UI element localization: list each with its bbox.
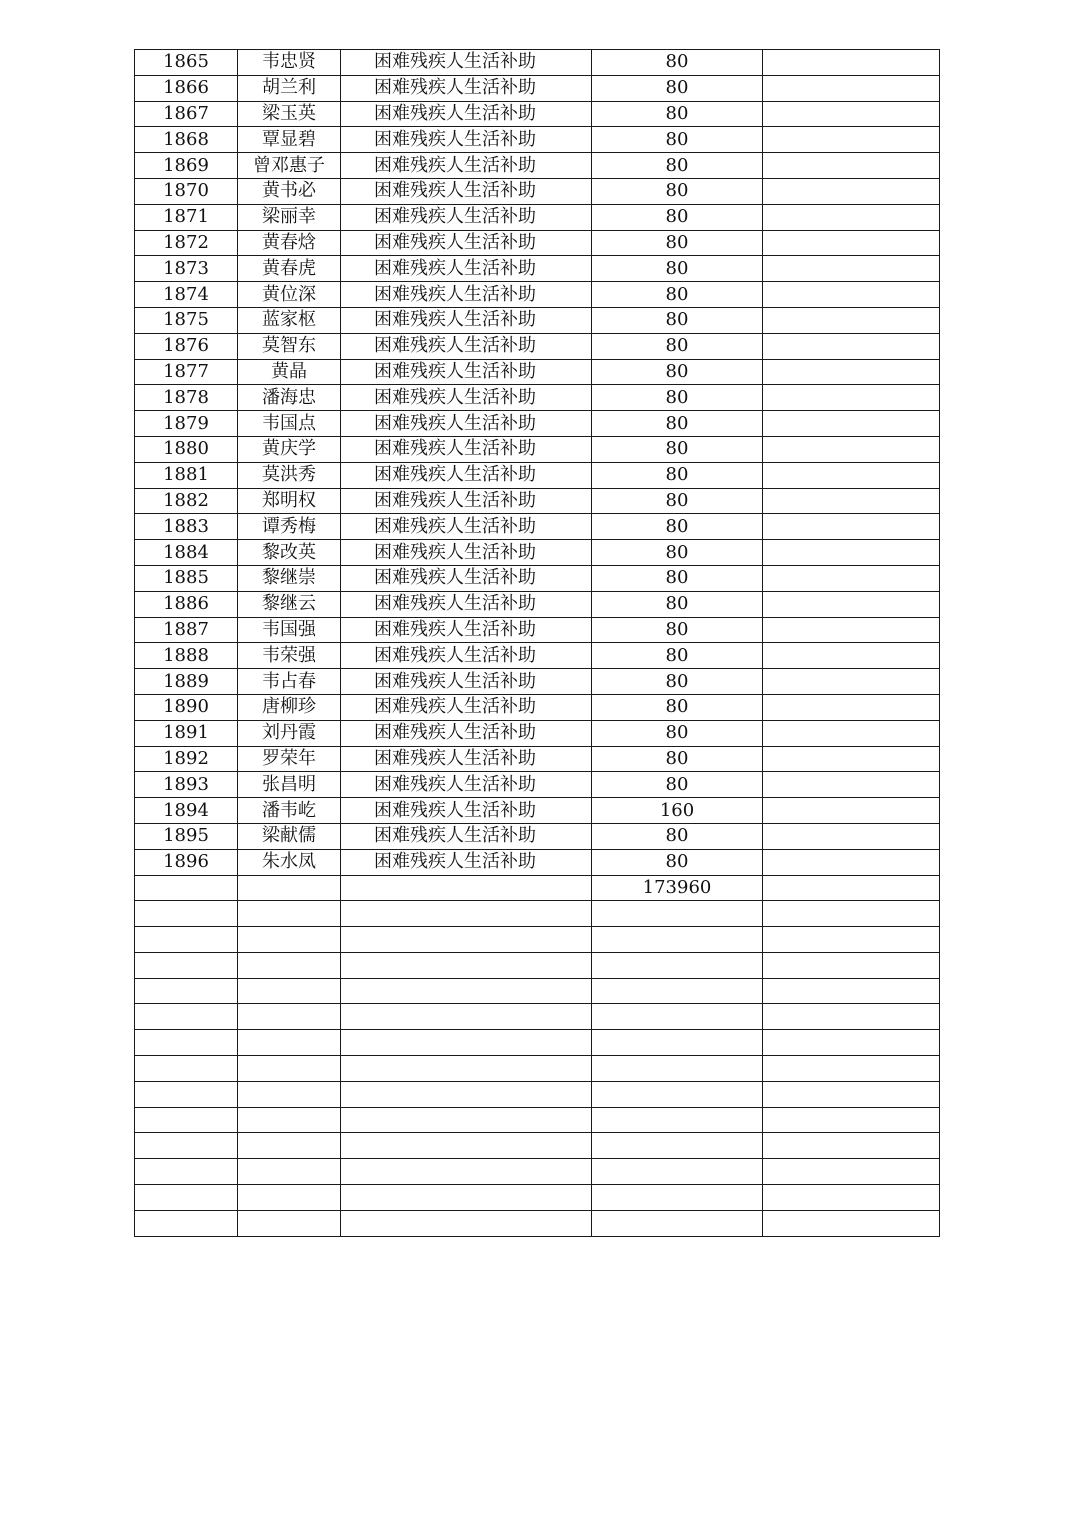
serial-number-cell <box>135 1210 238 1236</box>
remark-cell <box>763 178 940 204</box>
subsidy-item-cell: 困难残疾人生活补助 <box>341 50 592 76</box>
name-cell: 胡兰利 <box>238 75 341 101</box>
table-row <box>135 720 940 746</box>
table-row <box>135 462 940 488</box>
subsidy-item-cell: 困难残疾人生活补助 <box>341 746 592 772</box>
serial-number-cell: 1880 <box>135 436 238 462</box>
table-row <box>135 849 940 875</box>
remark-cell <box>763 333 940 359</box>
table-row <box>135 488 940 514</box>
remark-cell <box>763 617 940 643</box>
amount-cell: 80 <box>592 694 763 720</box>
subsidy-item-cell: 困难残疾人生活补助 <box>341 669 592 695</box>
name-cell: 张昌明 <box>238 772 341 798</box>
serial-number-cell: 1873 <box>135 256 238 282</box>
name-cell <box>238 1004 341 1030</box>
table-row <box>135 617 940 643</box>
remark-cell <box>763 849 940 875</box>
serial-number-cell <box>135 1081 238 1107</box>
serial-number-cell <box>135 875 238 901</box>
name-cell: 黄晶 <box>238 359 341 385</box>
serial-number-cell: 1869 <box>135 153 238 179</box>
serial-number-cell: 1879 <box>135 411 238 437</box>
serial-number-cell <box>135 927 238 953</box>
remark-cell <box>763 565 940 591</box>
name-cell: 黄庆学 <box>238 436 341 462</box>
subsidy-item-cell: 困难残疾人生活补助 <box>341 720 592 746</box>
remark-cell <box>763 204 940 230</box>
subsidy-item-cell <box>341 927 592 953</box>
table-row <box>135 901 940 927</box>
subsidy-item-cell: 困难残疾人生活补助 <box>341 75 592 101</box>
amount-cell <box>592 978 763 1004</box>
amount-cell <box>592 927 763 953</box>
serial-number-cell: 1866 <box>135 75 238 101</box>
remark-cell <box>763 669 940 695</box>
amount-cell: 80 <box>592 669 763 695</box>
serial-number-cell <box>135 978 238 1004</box>
name-cell: 梁玉英 <box>238 101 341 127</box>
remark-cell <box>763 282 940 308</box>
serial-number-cell: 1877 <box>135 359 238 385</box>
serial-number-cell: 1871 <box>135 204 238 230</box>
table-row <box>135 823 940 849</box>
name-cell: 梁献儒 <box>238 823 341 849</box>
subsidy-item-cell: 困难残疾人生活补助 <box>341 359 592 385</box>
serial-number-cell: 1892 <box>135 746 238 772</box>
table-row <box>135 746 940 772</box>
subsidy-item-cell: 困难残疾人生活补助 <box>341 772 592 798</box>
amount-cell <box>592 1185 763 1211</box>
table-row <box>135 514 940 540</box>
subsidy-item-cell: 困难残疾人生活补助 <box>341 694 592 720</box>
name-cell: 潘韦屹 <box>238 798 341 824</box>
remark-cell <box>763 1030 940 1056</box>
amount-cell <box>592 901 763 927</box>
amount-cell: 80 <box>592 307 763 333</box>
table-row <box>135 565 940 591</box>
name-cell <box>238 1030 341 1056</box>
remark-cell <box>763 901 940 927</box>
remark-cell <box>763 75 940 101</box>
serial-number-cell: 1867 <box>135 101 238 127</box>
subsidy-item-cell <box>341 1081 592 1107</box>
name-cell: 黄位深 <box>238 282 341 308</box>
remark-cell <box>763 488 940 514</box>
amount-cell: 80 <box>592 617 763 643</box>
remark-cell <box>763 772 940 798</box>
amount-cell: 80 <box>592 643 763 669</box>
remark-cell <box>763 978 940 1004</box>
table-row <box>135 875 940 901</box>
name-cell <box>238 1081 341 1107</box>
serial-number-cell: 1868 <box>135 127 238 153</box>
name-cell: 黎继云 <box>238 591 341 617</box>
amount-cell: 80 <box>592 720 763 746</box>
table-row <box>135 1210 940 1236</box>
serial-number-cell: 1889 <box>135 669 238 695</box>
subsidy-item-cell: 困难残疾人生活补助 <box>341 591 592 617</box>
table-row <box>135 178 940 204</box>
serial-number-cell: 1888 <box>135 643 238 669</box>
remark-cell <box>763 256 940 282</box>
serial-number-cell <box>135 1030 238 1056</box>
serial-number-cell <box>135 1004 238 1030</box>
table-row <box>135 1185 940 1211</box>
remark-cell <box>763 746 940 772</box>
amount-cell <box>592 1133 763 1159</box>
remark-cell <box>763 823 940 849</box>
remark-cell <box>763 307 940 333</box>
subsidy-item-cell: 困难残疾人生活补助 <box>341 153 592 179</box>
name-cell <box>238 1107 341 1133</box>
table-row <box>135 798 940 824</box>
subsidy-item-cell: 困难残疾人生活补助 <box>341 127 592 153</box>
remark-cell <box>763 462 940 488</box>
serial-number-cell <box>135 952 238 978</box>
name-cell: 黄春焓 <box>238 230 341 256</box>
serial-number-cell: 1881 <box>135 462 238 488</box>
amount-cell: 80 <box>592 204 763 230</box>
remark-cell <box>763 101 940 127</box>
table-row <box>135 230 940 256</box>
amount-cell <box>592 1030 763 1056</box>
remark-cell <box>763 643 940 669</box>
amount-cell: 80 <box>592 75 763 101</box>
table-row <box>135 153 940 179</box>
amount-cell: 80 <box>592 565 763 591</box>
table-row <box>135 1030 940 1056</box>
name-cell: 郑明权 <box>238 488 341 514</box>
amount-cell: 80 <box>592 411 763 437</box>
name-cell: 覃显碧 <box>238 127 341 153</box>
serial-number-cell: 1872 <box>135 230 238 256</box>
amount-cell <box>592 1107 763 1133</box>
serial-number-cell: 1890 <box>135 694 238 720</box>
remark-cell <box>763 1159 940 1185</box>
subsidy-item-cell <box>341 978 592 1004</box>
table-row <box>135 927 940 953</box>
subsidy-item-cell: 困难残疾人生活补助 <box>341 849 592 875</box>
remark-cell <box>763 411 940 437</box>
remark-cell <box>763 540 940 566</box>
serial-number-cell: 1886 <box>135 591 238 617</box>
amount-cell: 80 <box>592 823 763 849</box>
subsidy-item-cell: 困难残疾人生活补助 <box>341 643 592 669</box>
name-cell: 黄书必 <box>238 178 341 204</box>
subsidy-item-cell: 困难残疾人生活补助 <box>341 101 592 127</box>
subsidy-item-cell <box>341 1107 592 1133</box>
table-row <box>135 127 940 153</box>
remark-cell <box>763 385 940 411</box>
subsidy-item-cell: 困难残疾人生活补助 <box>341 256 592 282</box>
table-row <box>135 75 940 101</box>
table-row <box>135 1159 940 1185</box>
remark-cell <box>763 153 940 179</box>
serial-number-cell: 1878 <box>135 385 238 411</box>
name-cell <box>238 1210 341 1236</box>
name-cell <box>238 901 341 927</box>
remark-cell <box>763 927 940 953</box>
subsidy-item-cell <box>341 1004 592 1030</box>
name-cell: 黎改英 <box>238 540 341 566</box>
subsidy-item-cell <box>341 1133 592 1159</box>
amount-cell: 80 <box>592 488 763 514</box>
remark-cell <box>763 359 940 385</box>
table-row <box>135 1056 940 1082</box>
table-row <box>135 694 940 720</box>
remark-cell <box>763 1185 940 1211</box>
name-cell: 韦国强 <box>238 617 341 643</box>
amount-cell: 80 <box>592 101 763 127</box>
amount-cell: 80 <box>592 50 763 76</box>
subsidy-item-cell: 困难残疾人生活补助 <box>341 204 592 230</box>
amount-cell <box>592 952 763 978</box>
subsidy-item-cell <box>341 1030 592 1056</box>
remark-cell <box>763 1133 940 1159</box>
table-row <box>135 307 940 333</box>
table-row <box>135 50 940 76</box>
remark-cell <box>763 875 940 901</box>
table-row <box>135 952 940 978</box>
name-cell <box>238 1133 341 1159</box>
serial-number-cell: 1887 <box>135 617 238 643</box>
remark-cell <box>763 230 940 256</box>
name-cell: 朱水凤 <box>238 849 341 875</box>
subsidy-item-cell: 困难残疾人生活补助 <box>341 823 592 849</box>
amount-cell: 80 <box>592 359 763 385</box>
subsidy-item-cell <box>341 952 592 978</box>
name-cell: 黎继崇 <box>238 565 341 591</box>
name-cell <box>238 927 341 953</box>
subsidy-item-cell: 困难残疾人生活补助 <box>341 798 592 824</box>
amount-cell: 80 <box>592 282 763 308</box>
amount-cell <box>592 1159 763 1185</box>
name-cell <box>238 1159 341 1185</box>
table-row <box>135 101 940 127</box>
table-row <box>135 1107 940 1133</box>
table-body <box>135 50 940 1237</box>
amount-cell: 173960 <box>592 875 763 901</box>
subsidy-item-cell: 困难残疾人生活补助 <box>341 307 592 333</box>
name-cell: 曾邓惠子 <box>238 153 341 179</box>
remark-cell <box>763 1107 940 1133</box>
amount-cell: 80 <box>592 256 763 282</box>
remark-cell <box>763 591 940 617</box>
serial-number-cell: 1882 <box>135 488 238 514</box>
table-row <box>135 540 940 566</box>
amount-cell <box>592 1210 763 1236</box>
amount-cell: 80 <box>592 230 763 256</box>
amount-cell: 80 <box>592 849 763 875</box>
serial-number-cell: 1874 <box>135 282 238 308</box>
amount-cell: 80 <box>592 127 763 153</box>
name-cell: 韦国点 <box>238 411 341 437</box>
remark-cell <box>763 1056 940 1082</box>
remark-cell <box>763 1210 940 1236</box>
table-row <box>135 385 940 411</box>
amount-cell: 80 <box>592 436 763 462</box>
serial-number-cell: 1865 <box>135 50 238 76</box>
serial-number-cell <box>135 1133 238 1159</box>
subsidy-item-cell: 困难残疾人生活补助 <box>341 385 592 411</box>
name-cell: 梁丽幸 <box>238 204 341 230</box>
table-row <box>135 333 940 359</box>
amount-cell: 80 <box>592 746 763 772</box>
amount-cell: 80 <box>592 462 763 488</box>
subsidy-item-cell: 困难残疾人生活补助 <box>341 514 592 540</box>
subsidy-item-cell: 困难残疾人生活补助 <box>341 488 592 514</box>
subsidy-item-cell <box>341 1185 592 1211</box>
table-row <box>135 282 940 308</box>
table-row <box>135 591 940 617</box>
amount-cell: 80 <box>592 514 763 540</box>
table-row <box>135 204 940 230</box>
subsidy-item-cell: 困难残疾人生活补助 <box>341 540 592 566</box>
remark-cell <box>763 50 940 76</box>
serial-number-cell: 1891 <box>135 720 238 746</box>
name-cell: 莫智东 <box>238 333 341 359</box>
table-row <box>135 669 940 695</box>
amount-cell: 80 <box>592 153 763 179</box>
name-cell <box>238 952 341 978</box>
amount-cell: 80 <box>592 178 763 204</box>
remark-cell <box>763 798 940 824</box>
remark-cell <box>763 436 940 462</box>
serial-number-cell <box>135 1159 238 1185</box>
subsidy-item-cell <box>341 901 592 927</box>
name-cell <box>238 1056 341 1082</box>
subsidy-item-cell: 困难残疾人生活补助 <box>341 462 592 488</box>
name-cell: 潘海忠 <box>238 385 341 411</box>
serial-number-cell: 1884 <box>135 540 238 566</box>
serial-number-cell <box>135 1185 238 1211</box>
remark-cell <box>763 1004 940 1030</box>
amount-cell: 160 <box>592 798 763 824</box>
subsidy-item-cell <box>341 1210 592 1236</box>
serial-number-cell: 1896 <box>135 849 238 875</box>
serial-number-cell: 1876 <box>135 333 238 359</box>
table-row <box>135 1133 940 1159</box>
subsidy-item-cell: 困难残疾人生活补助 <box>341 565 592 591</box>
table-row <box>135 359 940 385</box>
serial-number-cell: 1875 <box>135 307 238 333</box>
remark-cell <box>763 1081 940 1107</box>
name-cell: 韦荣强 <box>238 643 341 669</box>
amount-cell: 80 <box>592 772 763 798</box>
amount-cell: 80 <box>592 540 763 566</box>
serial-number-cell: 1893 <box>135 772 238 798</box>
name-cell: 谭秀梅 <box>238 514 341 540</box>
table-row <box>135 411 940 437</box>
amount-cell: 80 <box>592 591 763 617</box>
serial-number-cell <box>135 1107 238 1133</box>
remark-cell <box>763 694 940 720</box>
table-row <box>135 256 940 282</box>
amount-cell <box>592 1081 763 1107</box>
remark-cell <box>763 952 940 978</box>
amount-cell <box>592 1056 763 1082</box>
remark-cell <box>763 127 940 153</box>
table-row <box>135 643 940 669</box>
amount-cell: 80 <box>592 385 763 411</box>
subsidy-item-cell: 困难残疾人生活补助 <box>341 617 592 643</box>
name-cell: 罗荣年 <box>238 746 341 772</box>
amount-cell: 80 <box>592 333 763 359</box>
serial-number-cell <box>135 901 238 927</box>
subsidy-item-cell <box>341 875 592 901</box>
name-cell: 刘丹霞 <box>238 720 341 746</box>
name-cell <box>238 978 341 1004</box>
serial-number-cell: 1870 <box>135 178 238 204</box>
serial-number-cell: 1894 <box>135 798 238 824</box>
name-cell: 韦占春 <box>238 669 341 695</box>
serial-number-cell: 1895 <box>135 823 238 849</box>
subsidy-item-cell: 困难残疾人生活补助 <box>341 282 592 308</box>
remark-cell <box>763 514 940 540</box>
subsidy-item-cell: 困难残疾人生活补助 <box>341 436 592 462</box>
table-row <box>135 772 940 798</box>
name-cell: 蓝家枢 <box>238 307 341 333</box>
subsidy-item-cell: 困难残疾人生活补助 <box>341 333 592 359</box>
name-cell: 唐柳珍 <box>238 694 341 720</box>
serial-number-cell <box>135 1056 238 1082</box>
table-row <box>135 1004 940 1030</box>
name-cell <box>238 1185 341 1211</box>
serial-number-cell: 1883 <box>135 514 238 540</box>
table-row <box>135 978 940 1004</box>
table-row <box>135 436 940 462</box>
subsidy-item-cell: 困难残疾人生活补助 <box>341 230 592 256</box>
subsidy-item-cell <box>341 1056 592 1082</box>
subsidy-item-cell: 困难残疾人生活补助 <box>341 178 592 204</box>
name-cell <box>238 875 341 901</box>
name-cell: 韦忠贤 <box>238 50 341 76</box>
subsidy-item-cell: 困难残疾人生活补助 <box>341 411 592 437</box>
table-row <box>135 1081 940 1107</box>
name-cell: 黄春虎 <box>238 256 341 282</box>
serial-number-cell: 1885 <box>135 565 238 591</box>
subsidy-item-cell <box>341 1159 592 1185</box>
remark-cell <box>763 720 940 746</box>
name-cell: 莫洪秀 <box>238 462 341 488</box>
amount-cell <box>592 1004 763 1030</box>
subsidy-table <box>134 49 940 1237</box>
